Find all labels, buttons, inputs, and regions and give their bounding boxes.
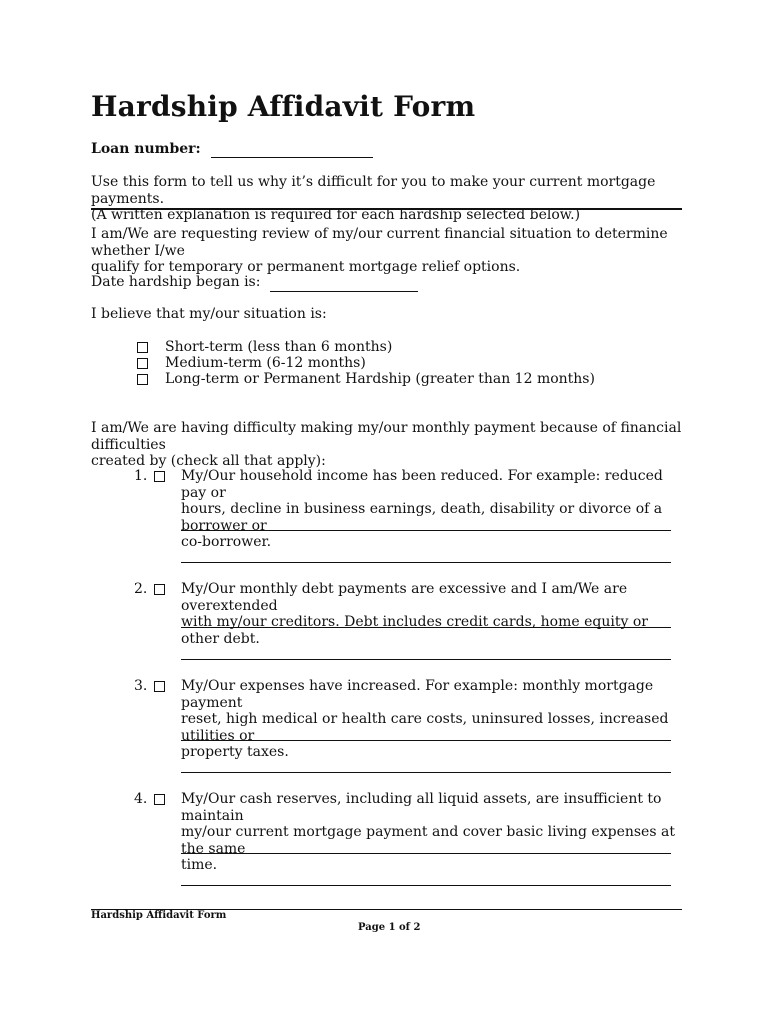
short-term-label: Short-term (less than 6 months): [165, 339, 393, 355]
hardship-number: 2.: [134, 581, 148, 597]
hardship-4-checkbox[interactable]: [154, 794, 165, 805]
difficulty-line-2: created by (check all that apply):: [91, 453, 326, 469]
situation-option-short[interactable]: [137, 339, 567, 356]
hardship-2-checkbox[interactable]: [154, 584, 165, 595]
hardship-number: 1.: [134, 468, 148, 484]
long-term-label: Long-term or Permanent Hardship (greater than 12 months): [165, 371, 595, 387]
loan-number-label: Loan number:: [91, 141, 201, 157]
hardship-line: reset, high medical or health care costs, uninsured losses, increased utilities or: [181, 711, 669, 744]
explanation-line[interactable]: [181, 740, 671, 741]
date-hardship-row: [91, 274, 418, 292]
difficulty-line-1: I am/We are having difficulty making my/our monthly payment because of financial difficulties: [91, 420, 682, 453]
explanation-line[interactable]: [181, 530, 671, 531]
situation-option-medium[interactable]: [137, 355, 567, 372]
explanation-line[interactable]: [181, 885, 671, 886]
hardship-1-checkbox[interactable]: [154, 471, 165, 482]
date-hardship-field[interactable]: [270, 274, 418, 292]
hardship-description: [181, 468, 676, 551]
hardship-line: My/Our household income has been reduced. For example: reduced pay or: [181, 468, 663, 501]
hardship-line: property taxes.: [181, 744, 289, 760]
request-line-2: qualify for temporary or permanent mortgage relief options.: [91, 259, 521, 275]
long-term-checkbox[interactable]: [137, 374, 148, 385]
hardship-description: [181, 581, 676, 647]
situation-prompt: I believe that my/our situation is:: [91, 306, 327, 322]
date-hardship-label: Date hardship began is:: [91, 274, 261, 290]
page-title: Hardship Affidavit Form: [91, 90, 476, 123]
hardship-item-3: [91, 678, 691, 778]
explanation-line[interactable]: [181, 772, 671, 773]
request-text: [91, 226, 691, 276]
hardship-item-1: [91, 468, 691, 568]
explanation-line[interactable]: [181, 627, 671, 628]
explanation-line[interactable]: [181, 562, 671, 563]
hardship-line: my/our current mortgage payment and cover basic living expenses at the same: [181, 824, 675, 857]
hardship-line: co-borrower.: [181, 534, 272, 550]
footer-page-number: Page 1 of 2: [358, 922, 421, 933]
hardship-description: [181, 678, 676, 761]
hardship-item-2: [91, 581, 691, 663]
loan-number-row: [91, 141, 373, 158]
intro-text: [91, 174, 691, 224]
hardship-line: with my/our creditors. Debt includes credit cards, home equity or other debt.: [181, 614, 648, 647]
explanation-line[interactable]: [181, 853, 671, 854]
hardship-line: hours, decline in business earnings, death, disability or divorce of a borrower or: [181, 501, 663, 534]
situation-option-long[interactable]: [137, 371, 595, 388]
hardship-line: time.: [181, 857, 218, 873]
hardship-item-4: [91, 791, 691, 891]
loan-number-field[interactable]: [211, 141, 373, 158]
hardship-line: My/Our monthly debt payments are excessive and I am/We are overextended: [181, 581, 628, 614]
short-term-checkbox[interactable]: [137, 342, 148, 353]
request-line-1: I am/We are requesting review of my/our current financial situation to determine whether I/we: [91, 226, 668, 259]
section-divider: [91, 208, 682, 210]
explanation-line[interactable]: [181, 659, 671, 660]
intro-line-2: (A written explanation is required for each hardship selected below.): [91, 207, 581, 223]
medium-term-label: Medium-term (6-12 months): [165, 355, 366, 371]
hardship-description: [181, 791, 676, 874]
intro-line-1: Use this form to tell us why it’s difficult for you to make your current mortgage payments.: [91, 174, 656, 207]
difficulty-text: [91, 420, 691, 470]
hardship-3-checkbox[interactable]: [154, 681, 165, 692]
hardship-number: 3.: [134, 678, 148, 694]
hardship-line: My/Our expenses have increased. For example: monthly mortgage payment: [181, 678, 654, 711]
hardship-line: My/Our cash reserves, including all liquid assets, are insufficient to maintain: [181, 791, 662, 824]
footer-form-name: Hardship Affidavit Form: [91, 910, 227, 921]
hardship-number: 4.: [134, 791, 148, 807]
medium-term-checkbox[interactable]: [137, 358, 148, 369]
